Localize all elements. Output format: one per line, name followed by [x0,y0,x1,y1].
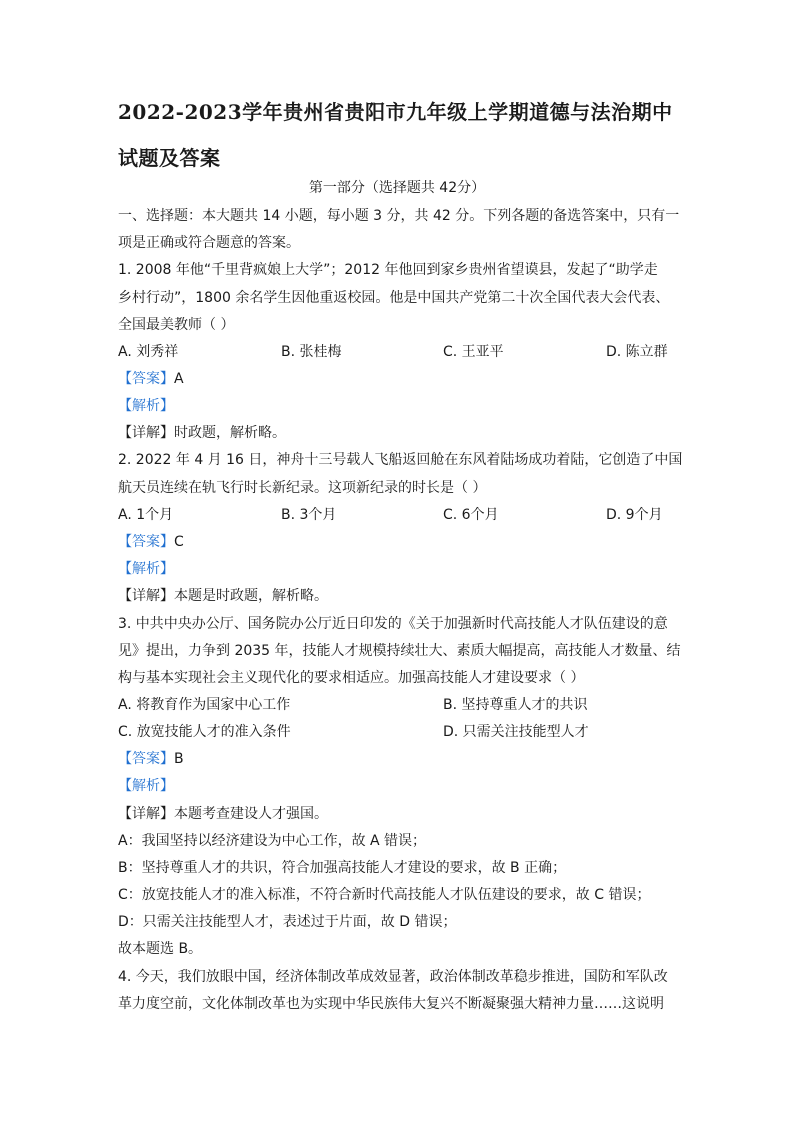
q2-option-d: D. 9个月 [606,507,663,523]
detail-label: 【详解】 [118,425,174,441]
q3-stem-line1: 3. 中共中央办公厅、国务院办公厅近日印发的《关于加强新时代高技能人才队伍建设的意 [118,616,668,632]
q1-option-c: C. 王亚平 [443,344,504,360]
q3-explain-c: C：放宽技能人才的准入标准，不符合新时代高技能人才队伍建设的要求，故 C 错误； [118,887,651,903]
q1-option-a: A. 刘秀祥 [118,344,179,360]
q1-analysis [118,396,174,416]
q1-answer-value: A [174,371,184,387]
q2-detail [118,586,328,606]
q3-stem-line3: 构与基本实现社会主义现代化的要求相适应。加强高技能人才建设要求（ ） [118,670,585,686]
q1-stem-line3: 全国最美教师（ ） [118,317,235,333]
q3-answer [118,749,184,769]
q1-stem-line2: 乡村行动”，1800 余名学生因他重返校园。他是中国共产党第二十次全国代表大会代表、 [118,290,670,306]
q3-conclusion: 故本题选 B。 [118,941,203,957]
q3-detail-text: 本题考查建设人才强国。 [174,806,328,822]
q1-option-b: B. 张桂梅 [281,344,342,360]
q2-option-a: A. 1个月 [118,507,174,523]
q3-stem-line2: 见》提出，力争到 2035 年，技能人才规模持续壮大、素质大幅提高，高技能人才数量、结 [118,643,681,659]
answer-label: 【答案】 [118,371,174,387]
q3-answer-value: B [174,751,184,767]
q3-explain-b: B：坚持尊重人才的共识，符合加强高技能人才建设的要求，故 B 正确； [118,860,567,876]
doc-title-line2: 试题及答案 [118,146,221,170]
q1-option-d: D. 陈立群 [606,344,668,360]
q3-option-d: D. 只需关注技能型人才 [443,724,589,740]
detail-label: 【详解】 [118,806,174,822]
q2-detail-text: 本题是时政题，解析略。 [174,588,328,604]
q1-detail-text: 时政题，解析略。 [174,425,286,441]
q2-option-b: B. 3个月 [281,507,337,523]
q3-option-a: A. 将教育作为国家中心工作 [118,697,291,713]
instruction-line2: 项是正确或符合题意的答案。 [118,235,300,251]
analysis-label: 【解析】 [118,778,174,794]
q3-option-b: B. 坚持尊重人才的共识 [443,697,588,713]
q3-detail [118,804,328,824]
q2-stem-line1: 2. 2022 年 4 月 16 日，神舟十三号载人飞船返回舱在东风着陆场成功着陆，它创造了中国 [118,452,683,468]
detail-label: 【详解】 [118,588,174,604]
q2-answer-value: C [174,534,184,550]
instruction-line1: 一、选择题：本大题共 14 小题，每小题 3 分，共 42 分。下列各题的备选答案中，只有一 [118,208,680,224]
q1-detail [118,423,286,443]
q2-analysis [118,559,174,579]
q2-option-c: C. 6个月 [443,507,499,523]
q1-stem-line1: 1. 2008 年他“千里背疯娘上大学”；2012 年他回到家乡贵州省望谟县，发起了“助学走 [118,262,658,278]
q1-answer [118,369,184,389]
doc-title-line1: 2022-2023学年贵州省贵阳市九年级上学期道德与法治期中 [118,100,673,124]
q3-explain-d: D：只需关注技能型人才，表述过于片面，故 D 错误； [118,914,457,930]
answer-label: 【答案】 [118,751,174,767]
answer-label: 【答案】 [118,534,174,550]
q4-stem-line2: 革力度空前，文化体制改革也为实现中华民族伟大复兴不断凝聚强大精神力量……这说明 [118,996,664,1012]
section-heading: 第一部分（选择题共 42分） [308,180,486,196]
q2-answer [118,532,184,552]
analysis-label: 【解析】 [118,561,174,577]
analysis-label: 【解析】 [118,398,174,414]
q3-option-c: C. 放宽技能人才的准入条件 [118,724,291,740]
q3-explain-a: A：我国坚持以经济建设为中心工作，故 A 错误； [118,833,427,849]
q3-analysis [118,776,174,796]
q2-stem-line2: 航天员连续在轨飞行时长新纪录。这项新纪录的时长是（ ） [118,480,487,496]
q4-stem-line1: 4. 今天，我们放眼中国，经济体制改革成效显著，政治体制改革稳步推进，国防和军队改 [118,969,668,985]
